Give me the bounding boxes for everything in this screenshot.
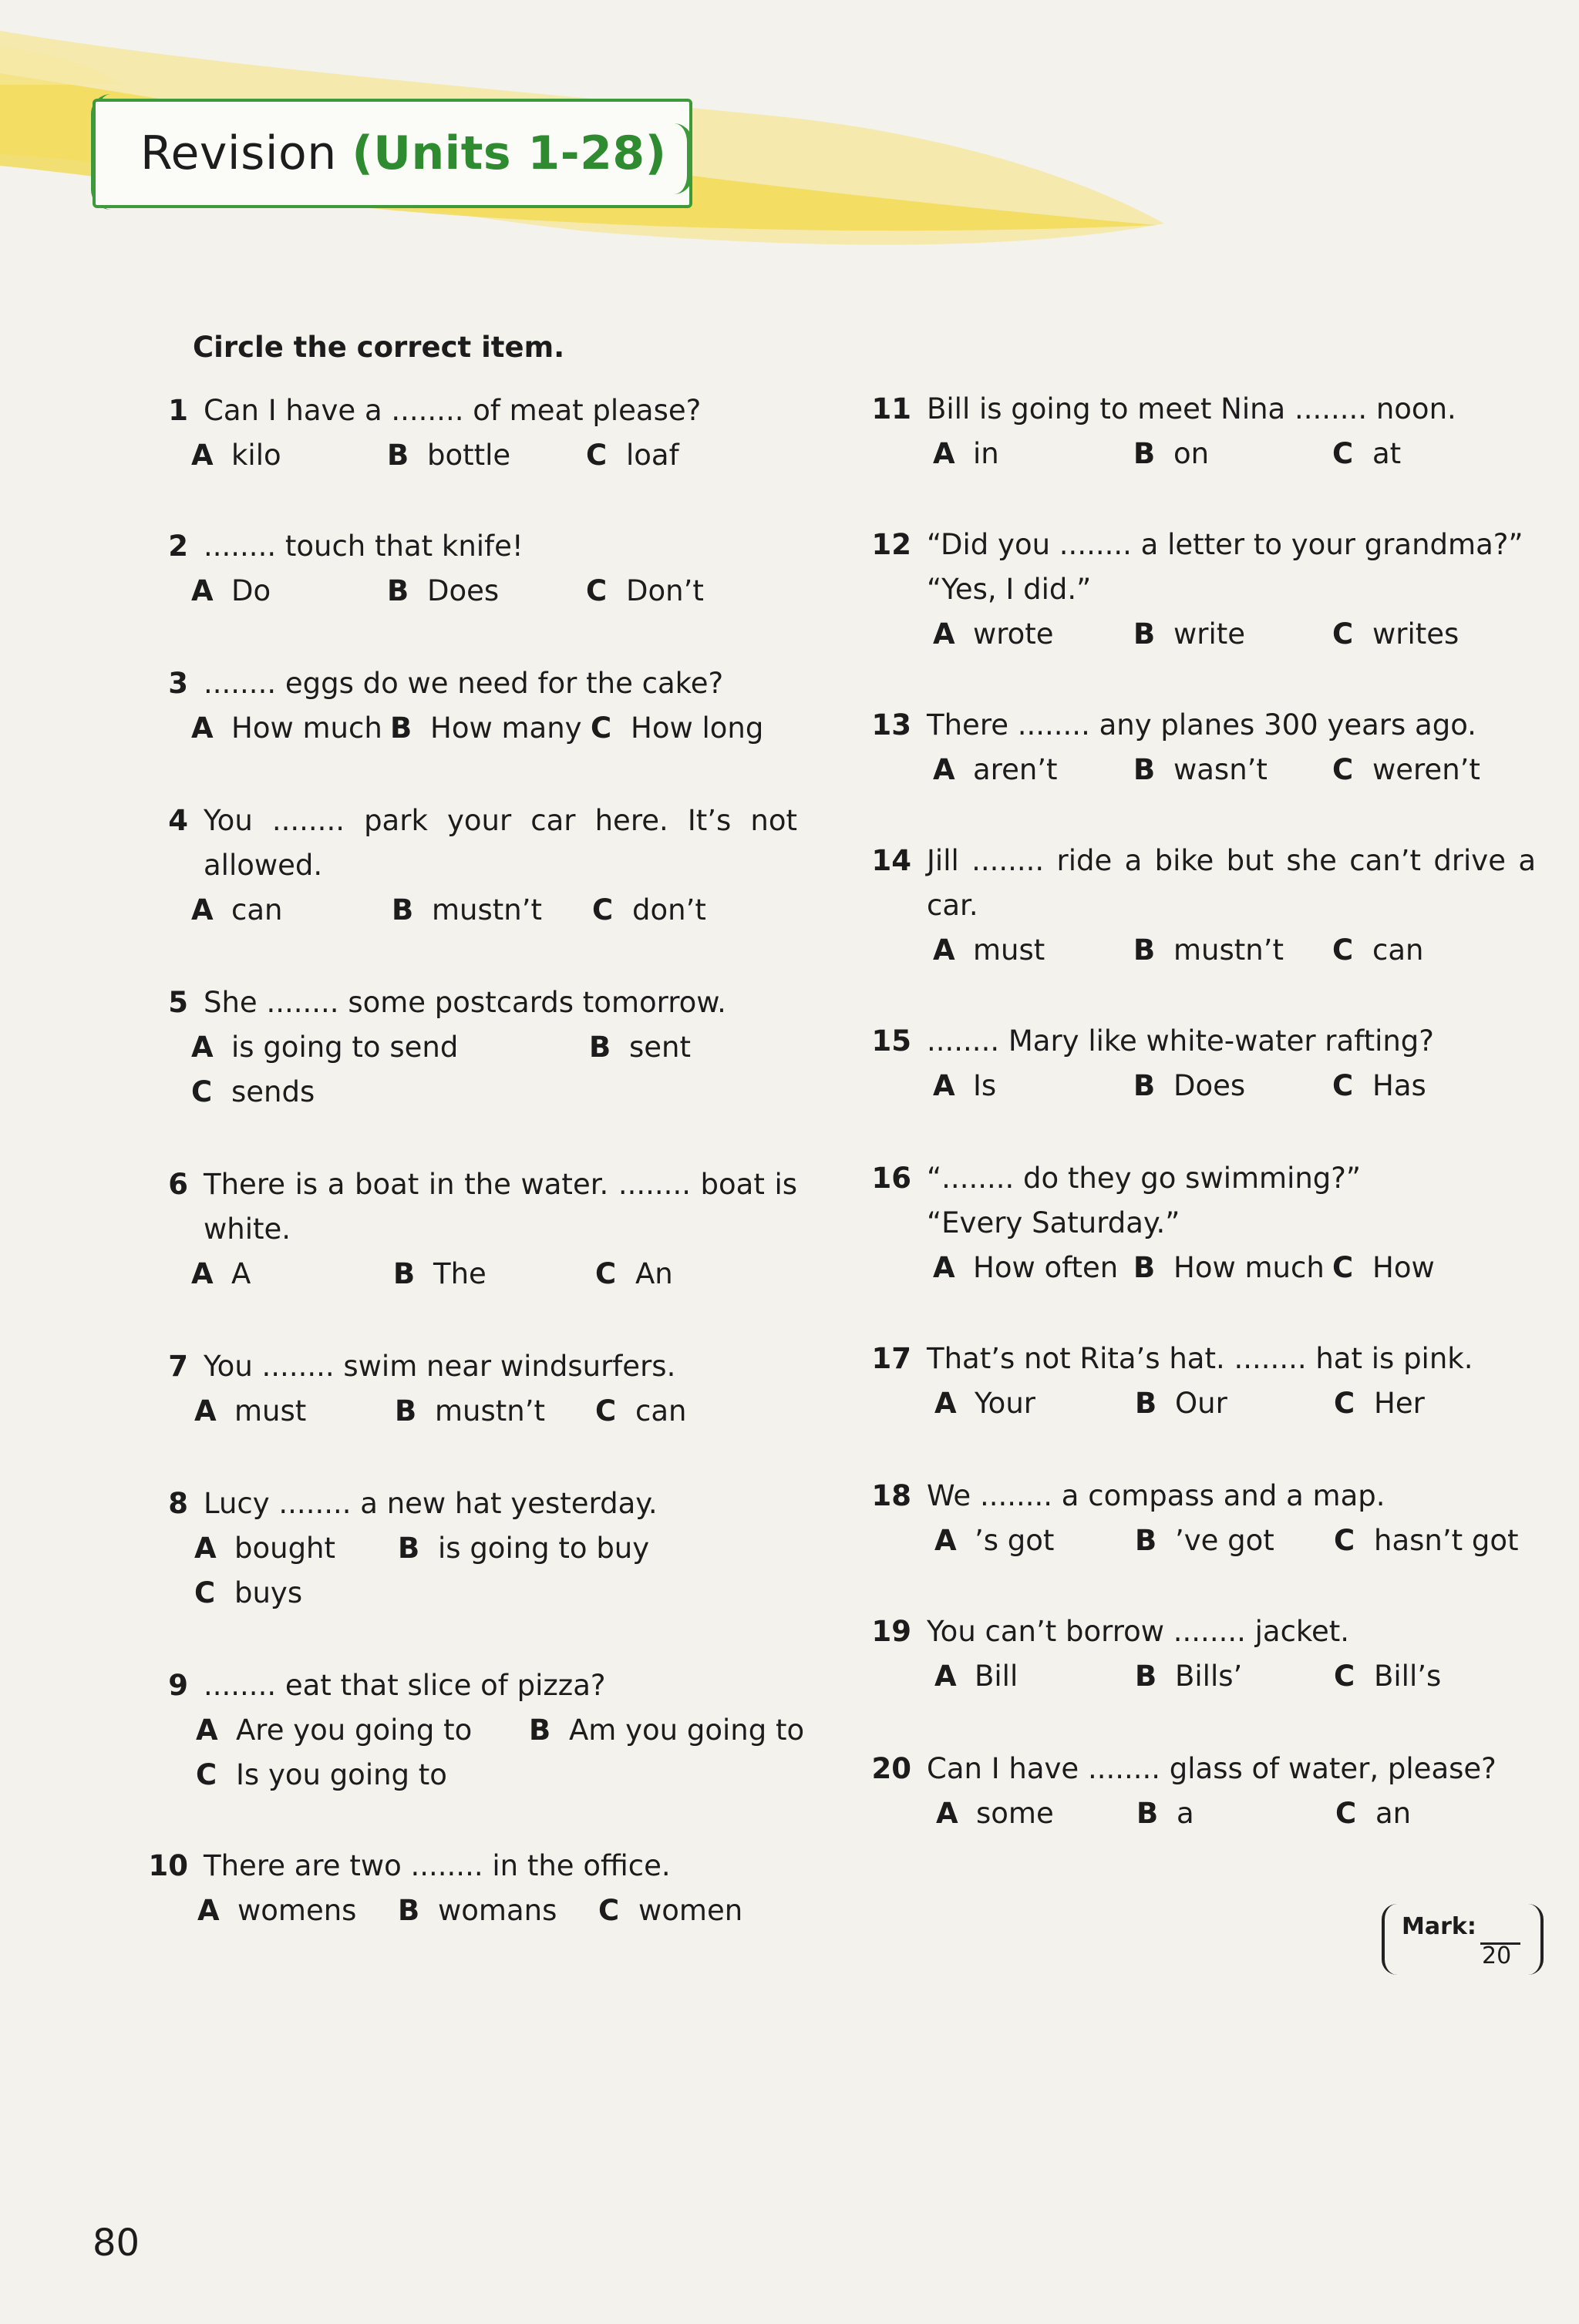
option-a[interactable]: A can	[191, 893, 283, 927]
option-a[interactable]: A Your	[934, 1387, 1035, 1420]
option-a[interactable]: A some	[936, 1797, 1054, 1830]
option-a[interactable]: A A	[191, 1257, 251, 1290]
option-b[interactable]: B How many	[390, 711, 582, 745]
option-b[interactable]: B womans	[398, 1894, 557, 1927]
question-4	[140, 799, 803, 937]
option-b[interactable]: B Does	[1133, 1069, 1246, 1102]
question-stem: That’s not Rita’s hat. ........ hat is pink.	[927, 1342, 1473, 1375]
question-stem: ........ eggs do we need for the cake?	[204, 667, 724, 700]
question-number: 6	[168, 1168, 188, 1201]
question-19	[864, 1609, 1542, 1702]
title-units: (Units 1-28)	[352, 126, 667, 180]
option-b[interactable]: B Our	[1135, 1387, 1227, 1420]
question-stem: ........ Mary like white-water rafting?	[927, 1024, 1434, 1058]
mark-total: 20	[1482, 1942, 1512, 1969]
option-c[interactable]: C weren’t	[1332, 753, 1480, 786]
option-c[interactable]: C How long	[591, 711, 764, 745]
option-a[interactable]: A wrote	[933, 617, 1054, 651]
question-stem: Can I have ........ glass of water, please?	[927, 1752, 1497, 1785]
question-13	[864, 703, 1542, 795]
option-b[interactable]: B The	[393, 1257, 486, 1290]
option-c[interactable]: C sends	[191, 1075, 315, 1108]
question-16	[864, 1156, 1542, 1295]
option-c[interactable]: C loaf	[586, 439, 679, 472]
option-c[interactable]: C buys	[194, 1576, 303, 1609]
option-c[interactable]: C How	[1332, 1251, 1435, 1284]
question-stem: She ........ some postcards tomorrow.	[204, 986, 726, 1019]
option-c[interactable]: C Is you going to	[196, 1758, 447, 1791]
question-number: 9	[168, 1669, 188, 1702]
option-a[interactable]: A How often	[933, 1251, 1119, 1284]
title-bracket-right	[674, 123, 692, 194]
question-stem-line2: “Every Saturday.”	[927, 1206, 1180, 1239]
option-b[interactable]: B write	[1133, 617, 1246, 651]
option-c[interactable]: C Bill’s	[1334, 1660, 1442, 1693]
question-number: 18	[871, 1479, 911, 1512]
question-stem: There ........ any planes 300 years ago.	[927, 708, 1476, 742]
question-number: 2	[168, 530, 188, 563]
option-c[interactable]: C Don’t	[586, 574, 704, 607]
question-9	[140, 1663, 803, 1802]
question-number: 20	[871, 1752, 911, 1785]
option-a[interactable]: A kilo	[191, 439, 281, 472]
question-stem: Can I have a ........ of meat please?	[204, 394, 702, 427]
option-c[interactable]: C hasn’t got	[1334, 1524, 1519, 1557]
question-number: 12	[871, 528, 911, 561]
question-7	[140, 1344, 803, 1437]
option-a[interactable]: A Bill	[934, 1660, 1018, 1693]
option-b[interactable]: B ’ve got	[1135, 1524, 1274, 1557]
option-b[interactable]: B Does	[387, 574, 500, 607]
option-a[interactable]: A ’s got	[934, 1524, 1055, 1557]
question-stem: ........ touch that knife!	[204, 530, 524, 563]
option-b[interactable]: B a	[1136, 1797, 1194, 1830]
mark-label: Mark:	[1402, 1913, 1476, 1940]
option-c[interactable]: C women	[598, 1894, 743, 1927]
title-box	[93, 99, 692, 208]
question-number: 13	[871, 708, 911, 742]
page-title	[140, 126, 667, 180]
option-b[interactable]: B Am you going to	[529, 1714, 805, 1747]
option-c[interactable]: C writes	[1332, 617, 1459, 651]
question-stem: You can’t borrow ........ jacket.	[927, 1615, 1350, 1648]
option-b[interactable]: B wasn’t	[1133, 753, 1268, 786]
question-10	[140, 1844, 803, 1936]
option-c[interactable]: C at	[1332, 437, 1402, 470]
question-stem: You ........ swim near windsurfers.	[204, 1350, 676, 1383]
option-a[interactable]: A bought	[194, 1532, 336, 1565]
question-stem: Jill ........ ride a bike but she can’t drive a car.	[927, 844, 1536, 922]
option-c[interactable]: C can	[1332, 933, 1424, 967]
title-main: Revision	[140, 126, 352, 180]
question-14	[864, 839, 1542, 977]
option-b[interactable]: B mustn’t	[392, 893, 542, 927]
question-20	[864, 1747, 1542, 1839]
option-a[interactable]: A How much	[191, 711, 382, 745]
question-11	[864, 387, 1542, 479]
question-2	[140, 524, 803, 617]
question-stem: Bill is going to meet Nina ........ noon.	[927, 392, 1456, 425]
option-b[interactable]: B mustn’t	[1133, 933, 1284, 967]
option-c[interactable]: C An	[595, 1257, 673, 1290]
question-5	[140, 980, 803, 1119]
question-number: 16	[871, 1162, 911, 1195]
option-b[interactable]: B on	[1133, 437, 1210, 470]
option-b[interactable]: B How much	[1133, 1251, 1325, 1284]
option-b[interactable]: B sent	[589, 1031, 691, 1064]
question-number: 7	[168, 1350, 188, 1383]
option-a[interactable]: A Is	[933, 1069, 997, 1102]
option-a[interactable]: A Are you going to	[196, 1714, 473, 1747]
question-stem: There is a boat in the water. ........ boat is white.	[204, 1168, 797, 1246]
option-b[interactable]: B is going to buy	[398, 1532, 650, 1565]
option-a[interactable]: A womens	[197, 1894, 357, 1927]
question-number: 5	[168, 986, 188, 1019]
question-stem-line2: “Yes, I did.”	[927, 573, 1092, 606]
question-6	[140, 1162, 803, 1301]
question-15	[864, 1019, 1542, 1112]
question-number: 3	[168, 667, 188, 700]
question-number: 10	[148, 1849, 188, 1882]
question-1	[140, 388, 803, 481]
question-number: 4	[168, 804, 188, 837]
question-stem: “........ do they go swimming?”	[927, 1162, 1362, 1195]
option-a[interactable]: A in	[933, 437, 999, 470]
mark-paren-right	[1528, 1904, 1544, 1975]
option-b[interactable]: B mustn’t	[395, 1394, 545, 1428]
question-stem: ........ eat that slice of pizza?	[204, 1669, 606, 1702]
option-c[interactable]: C can	[595, 1394, 687, 1428]
question-number: 17	[871, 1342, 911, 1375]
question-number: 8	[168, 1487, 188, 1520]
question-number: 15	[871, 1024, 911, 1058]
question-8	[140, 1482, 803, 1620]
question-number: 19	[871, 1615, 911, 1648]
question-17	[864, 1337, 1542, 1429]
mark-paren-left	[1382, 1904, 1397, 1975]
mark-box	[1382, 1904, 1544, 1976]
option-b[interactable]: B bottle	[387, 439, 511, 472]
option-c[interactable]: C an	[1335, 1797, 1412, 1830]
question-stem: Lucy ........ a new hat yesterday.	[204, 1487, 658, 1520]
option-a[interactable]: A Do	[191, 574, 271, 607]
question-stem: You ........ park your car here. It’s not allowed.	[204, 804, 797, 882]
option-a[interactable]: A must	[194, 1394, 307, 1428]
question-stem: “Did you ........ a letter to your grandma?”	[927, 528, 1523, 561]
question-3	[140, 661, 803, 754]
question-number: 1	[168, 394, 188, 427]
option-c[interactable]: C Her	[1334, 1387, 1425, 1420]
question-number: 11	[871, 392, 911, 425]
option-a[interactable]: A must	[933, 933, 1045, 967]
option-a[interactable]: A is going to send	[191, 1031, 459, 1064]
option-a[interactable]: A aren’t	[933, 753, 1058, 786]
page-number: 80	[93, 2221, 140, 2265]
question-stem: We ........ a compass and a map.	[927, 1479, 1385, 1512]
question-stem: There are two ........ in the office.	[204, 1849, 671, 1882]
option-c[interactable]: C don’t	[592, 893, 706, 927]
question-12	[864, 523, 1542, 661]
question-number: 14	[871, 844, 911, 877]
option-c[interactable]: C Has	[1332, 1069, 1426, 1102]
instruction: Circle the correct item.	[193, 331, 565, 364]
question-18	[864, 1474, 1542, 1566]
option-b[interactable]: B Bills’	[1135, 1660, 1243, 1693]
